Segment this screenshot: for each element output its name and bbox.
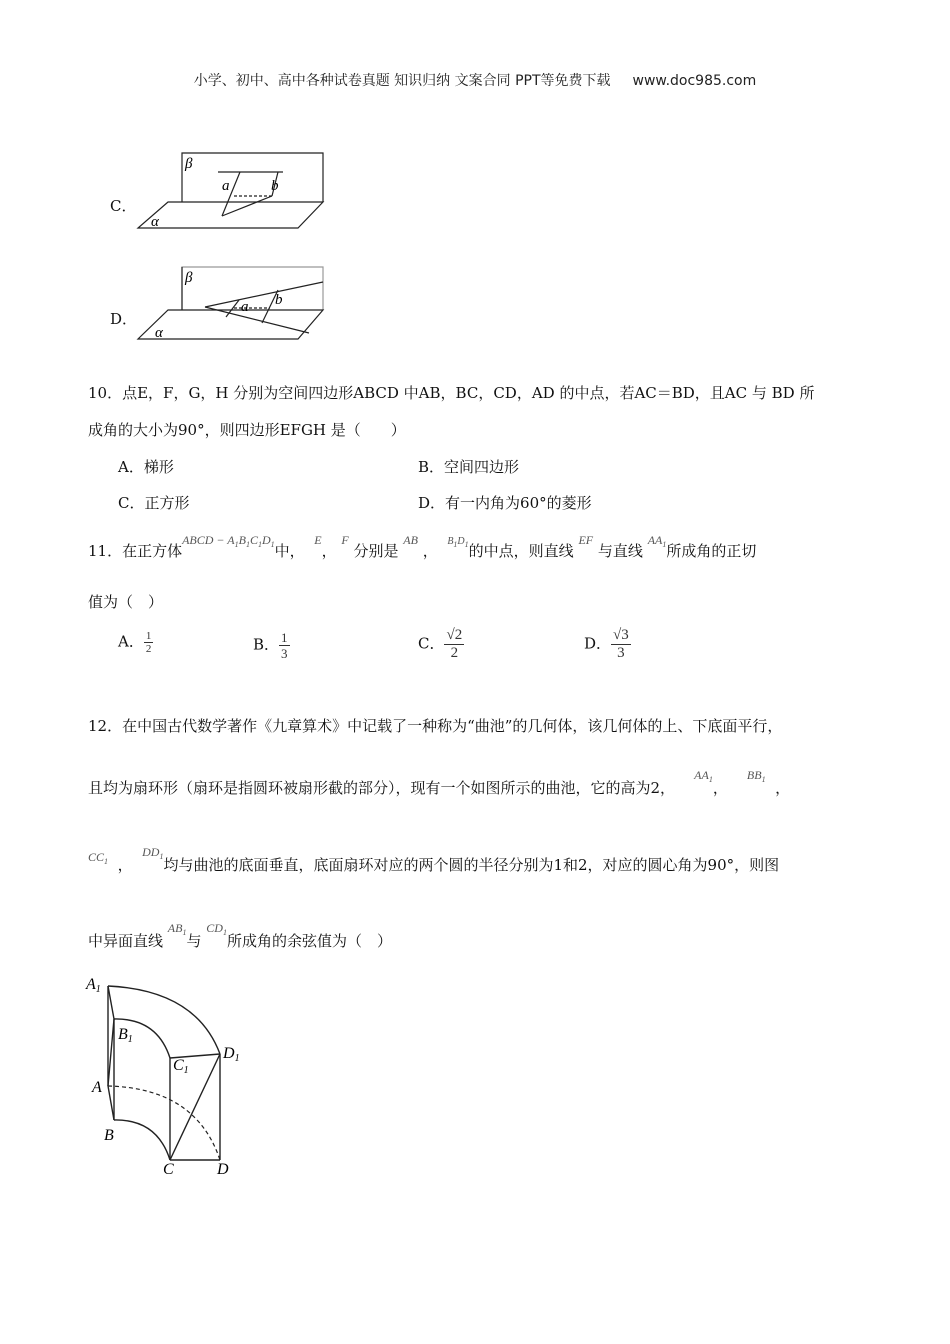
q12-ab1: AB1 — [167, 921, 187, 937]
q12-line2: 且均为扇环形（扇环是指圆环被扇形截的部分），现有一个如图所示的曲池，它的高为2， $^{AA_1}$， $^{BB_1}$ ， — [88, 768, 791, 797]
fraction-1-3: $\frac{1}{3}$ — [281, 630, 288, 661]
fraction-sqrt2-2: $\frac{√2}{2}$ — [446, 627, 463, 661]
q11-prefix: 11．在正方体 — [88, 542, 183, 560]
q11-option-c: C． $\frac{√2}{2}$ — [418, 627, 463, 661]
label-d: D — [217, 1161, 229, 1178]
q12-cd1: CD1 — [206, 921, 227, 937]
fraction-sqrt3-3: $\frac{√3}{3}$ — [613, 627, 629, 661]
q11-line-aa1: AA1 — [647, 533, 667, 549]
label-c1: C1 — [173, 1057, 189, 1076]
q10-option-c: C．正方形 — [118, 494, 190, 512]
q12-line3: $^{CC_1}$ ， $^{DD_1}$均与曲池的底面垂直，底面扇环对应的两个圆的半径分别为1和2，对应的圆心角为90°，则图 — [88, 845, 780, 874]
q11-line1: 11．在正方体$^{ABCD - A_1B_1C_1D_1}$中， $^E$， $^F$ 分别是 $^{AB}$ ， $^{B_1D_1}$的中点，则直线 $^{EF}$ 与直线 $^{AA_1}$所成角的正切 — [88, 533, 757, 560]
q11-option-a: A． $\frac{1}{2}$ — [118, 630, 152, 655]
q12-bb1: BB1 — [746, 768, 766, 784]
d-alpha-label: α — [155, 325, 163, 341]
q10-option-a: A．梯形 — [118, 458, 174, 476]
q12-line4: 中异面直线 $^{AB_1}$与 $^{CD_1}$所成角的余弦值为（ ） — [88, 921, 392, 950]
c-beta-label: β — [185, 156, 193, 172]
label-a1: A1 — [86, 976, 101, 995]
c-line-a-label: a — [222, 178, 230, 194]
d-line-a-label: a — [241, 299, 249, 315]
q11-segment-ab: AB — [403, 533, 418, 547]
q10-line1: 10．点E，F，G，H 分别为空间四边形ABCD 中AB，BC，CD，AD 的中点，若AC＝BD，且AC 与 BD 所 — [88, 384, 815, 402]
q10-option-d: D．有一内角为60°的菱形 — [418, 494, 592, 512]
q11-line-ef: EF — [578, 533, 594, 547]
q11-option-d: D． $\frac{√3}{3}$ — [584, 627, 629, 661]
q11-point-f: F — [341, 533, 349, 547]
label-b: B — [104, 1127, 114, 1144]
q11-option-b: B． $\frac{1}{3}$ — [253, 630, 288, 661]
q11-point-e: E — [314, 533, 322, 547]
q11-cube-name: ABCD − A1B1C1D1 — [182, 533, 275, 549]
q12-aa1: AA1 — [694, 768, 713, 784]
q12-dd1: DD1 — [142, 845, 164, 861]
page-header — [0, 70, 950, 90]
figure-d — [130, 262, 345, 347]
header-text: 小学、初中、高中各种试卷真题 知识归纳 文案合同 PPT等免费下载 — [193, 73, 611, 89]
curved-pool-figure — [84, 968, 264, 1178]
q11-segment-b1d1: B1D1 — [447, 536, 469, 549]
label-a: A — [92, 1079, 102, 1096]
label-d1: D1 — [223, 1045, 240, 1064]
q10-option-b: B．空间四边形 — [418, 458, 520, 476]
q11-line2: 值为（ ） — [88, 593, 164, 611]
option-d-label: D． — [110, 310, 138, 328]
label-c: C — [163, 1161, 174, 1178]
c-line-b-label: b — [271, 178, 279, 194]
c-alpha-label: α — [151, 214, 159, 230]
fraction-1-2: $\frac{1}{2}$ — [145, 630, 152, 655]
header-site-link[interactable]: www.doc985.com — [632, 73, 757, 89]
option-c-label: C． — [110, 197, 137, 215]
d-beta-label: β — [185, 270, 193, 286]
q12-line1: 12．在中国古代数学著作《九章算术》中记载了一种称为“曲池”的几何体，该几何体的上、下底面平行， — [88, 717, 783, 735]
q12-cc1: CC1 — [88, 850, 109, 866]
d-line-b-label: b — [275, 292, 283, 308]
figure-c — [130, 150, 345, 235]
q10-line2: 成角的大小为90°，则四边形EFGH 是（ ） — [88, 421, 406, 439]
label-b1: B1 — [118, 1026, 133, 1045]
